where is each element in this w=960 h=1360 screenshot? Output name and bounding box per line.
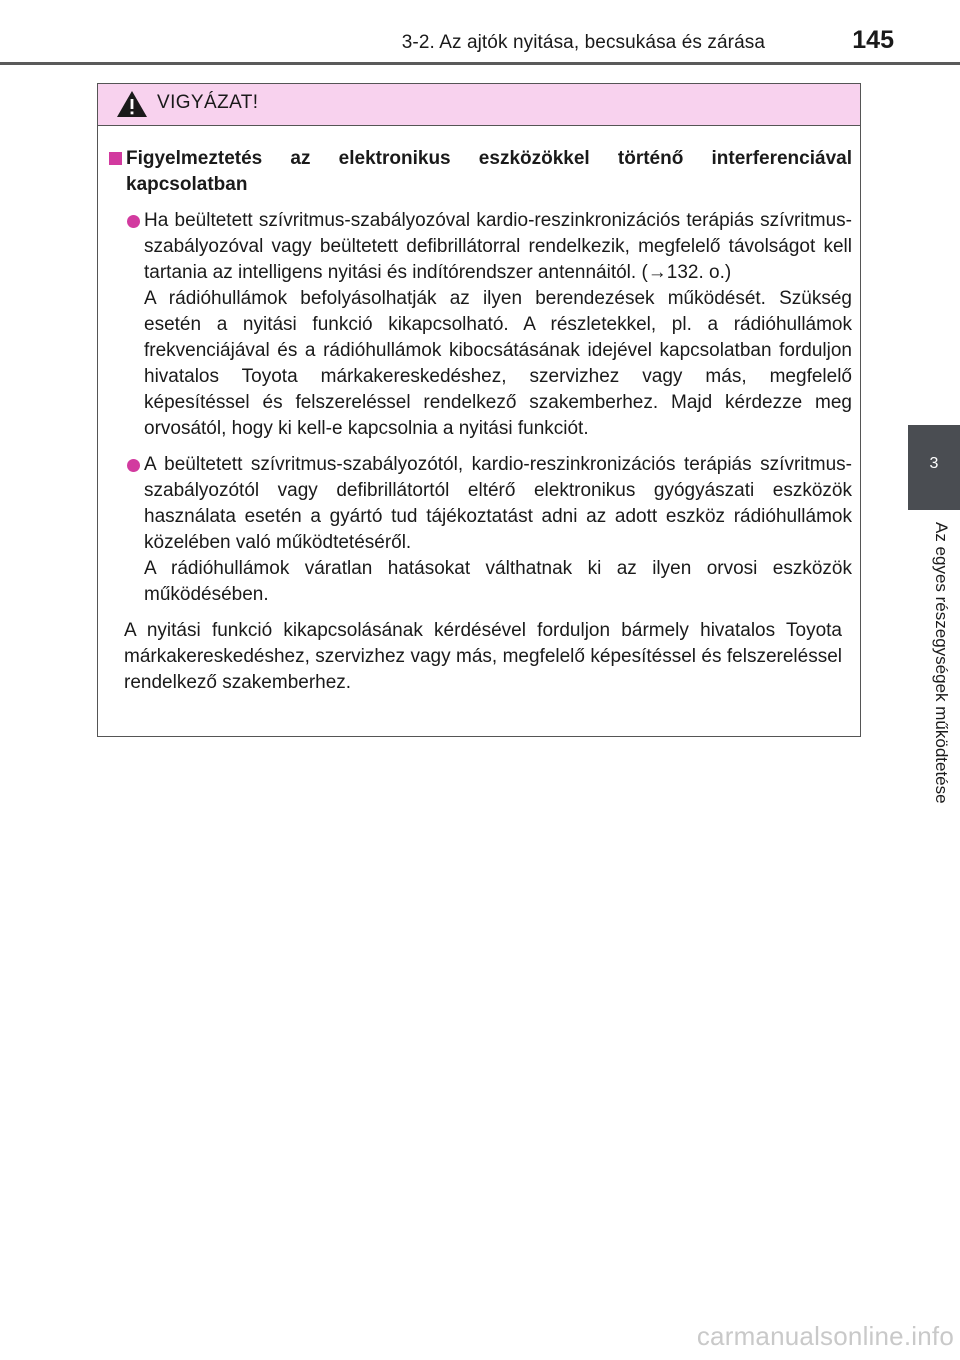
warning-triangle-icon (115, 89, 149, 119)
page-number: 145 (852, 26, 894, 54)
square-bullet-icon (109, 152, 122, 165)
page-header (0, 0, 960, 64)
warning-header (98, 84, 860, 126)
watermark: carmanualsonline.info (696, 1321, 954, 1351)
chapter-title: Az egyes részegységek működtetése (932, 522, 951, 804)
warning-title: VIGYÁZAT! (157, 92, 259, 113)
chapter-tab (908, 425, 960, 510)
list-item (108, 452, 852, 608)
closing-paragraph: A nyitási funkció kikapcsolásának kérdésével forduljon bármely hivatalos Toyota márkakereskedéshez, szervizhez vagy más, megfelelő képesítéssel és felszereléssel rendelkező szakemberhez. (124, 620, 842, 693)
chapter-number: 3 (929, 455, 939, 472)
list-item-paragraph: Ha beültetett szívritmus-szabályozóval kardio-reszinkronizációs terápiás szívritmus-szabályozóval vagy beültetett defibrillátorral rendelkezik, megfelelő távolságot kell tartania az intelligens nyitási és indítórendszer antennáitól. (→132. o.) (144, 210, 852, 283)
list-item (108, 208, 852, 442)
warning-body (98, 126, 860, 696)
circle-bullet-icon (127, 215, 140, 228)
list-item-paragraph: A rádióhullámok befolyásolhatják az ilyen berendezések működését. Szükség esetén a nyitási funkció kikapcsolható. A részletekkel, pl. a rádióhullámok frekvenciájával és a rádióhullámok kibocsátásának idejével kapcsolatban forduljon hivatalos Toyota márkakereskedéshez, szervizhez vagy más, megfelelő képesítéssel és felszereléssel rendelkező szakemberhez. Majd kérdezze meg orvosától, hogy ki kell-e kapcsolnia a nyitási funkciót. (144, 288, 852, 439)
circle-bullet-icon (127, 459, 140, 472)
warning-topic (108, 146, 852, 198)
warning-topic-text: Figyelmeztetés az elektronikus eszközökkel történő interferenciával kapcsolatban (126, 148, 852, 195)
list-item-paragraph: A rádióhullámok váratlan hatásokat válthatnak ki az ilyen orvosi eszközök működésében. (144, 558, 852, 605)
list-item-paragraph: A beültetett szívritmus-szabályozótól, kardio-reszinkronizációs terápiás szívritmus-szabályozótól vagy defibrillátortól eltérő elektronikus gyógyászati eszközök használata esetén a gyártó tud tájékoztatást adni az adott eszköz rádióhullámok közelében való működtetéséről. (144, 454, 852, 553)
header-rule (0, 62, 960, 65)
section-title: 3-2. Az ajtók nyitása, becsukása és zárása (401, 32, 765, 53)
warning-box (97, 83, 861, 737)
